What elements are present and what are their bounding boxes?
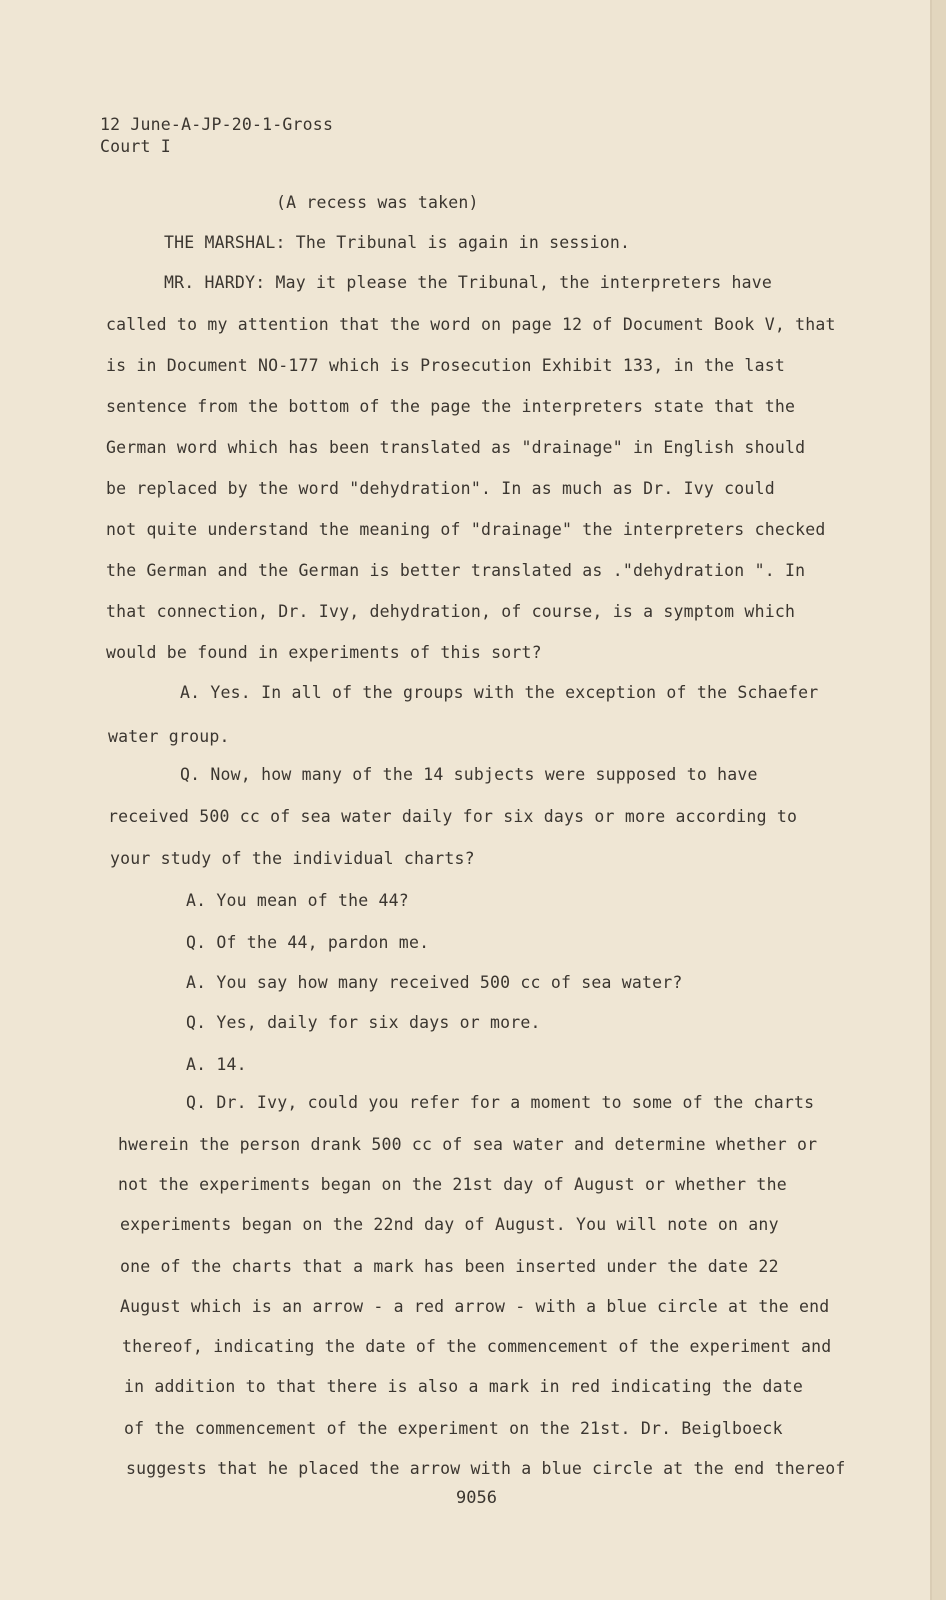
transcript-line: A. You mean of the 44? [186,891,409,910]
transcript-line: A. 14. [186,1055,247,1074]
transcript-line: your study of the individual charts? [110,849,475,868]
transcript-line: A. You say how many received 500 cc of sea water? [186,973,683,992]
transcript-line: MR. HARDY: May it please the Tribunal, the interpreters have [164,273,773,292]
page-edge [932,0,946,1600]
transcript-line: thereof, indicating the date of the commencement of the experiment and [122,1337,832,1356]
transcript-line: the German and the German is better translated as ."dehydration ". In [106,561,806,580]
transcript-line: hwerein the person drank 500 cc of sea water and determine whether or [118,1135,818,1154]
transcript-line: August which is an arrow - a red arrow - with a blue circle at the end [120,1297,830,1316]
page-number: 9056 [456,1488,497,1508]
header-line-2: Court I [100,137,171,156]
transcript-line: A. Yes. In all of the groups with the exception of the Schaefer [180,683,819,702]
transcript-line: Q. Of the 44, pardon me. [186,933,430,952]
transcript-line: German word which has been translated as "drainage" in English should [106,438,806,457]
transcript-line: not the experiments began on the 21st day of August or whether the [118,1175,787,1194]
transcript-line: is in Document NO-177 which is Prosecution Exhibit 133, in the last [106,356,785,375]
transcript-line: Q. Dr. Ivy, could you refer for a moment to some of the charts [186,1093,815,1112]
transcript-line: would be found in experiments of this sort? [106,643,542,662]
transcript-line: Q. Yes, daily for six days or more. [186,1013,541,1032]
transcript-line: experiments began on the 22nd day of August. You will note on any [120,1215,779,1234]
transcript-line: called to my attention that the word on page 12 of Document Book V, that [106,315,836,334]
transcript-line: in addition to that there is also a mark in red indicating the date [124,1377,803,1396]
transcript-line: received 500 cc of sea water daily for six days or more according to [108,807,798,826]
transcript-line: suggests that he placed the arrow with a blue circle at the end thereof [126,1459,846,1478]
header-line-1: 12 June-A-JP-20-1-Gross [100,115,334,134]
transcript-line: sentence from the bottom of the page the interpreters state that the [106,397,796,416]
transcript-line: THE MARSHAL: The Tribunal is again in session. [164,233,631,252]
transcript-line: that connection, Dr. Ivy, dehydration, of course, is a symptom which [106,602,796,621]
transcript-line: be replaced by the word "dehydration". In as much as Dr. Ivy could [106,479,775,498]
transcript-line: water group. [108,727,230,746]
transcript-line: not quite understand the meaning of "drainage" the interpreters checked [106,520,826,539]
transcript-line: one of the charts that a mark has been inserted under the date 22 [120,1257,779,1276]
transcript-line: Q. Now, how many of the 14 subjects were supposed to have [180,765,758,784]
recess-note: (A recess was taken) [276,193,479,212]
transcript-line: of the commencement of the experiment on the 21st. Dr. Beiglboeck [124,1419,783,1438]
